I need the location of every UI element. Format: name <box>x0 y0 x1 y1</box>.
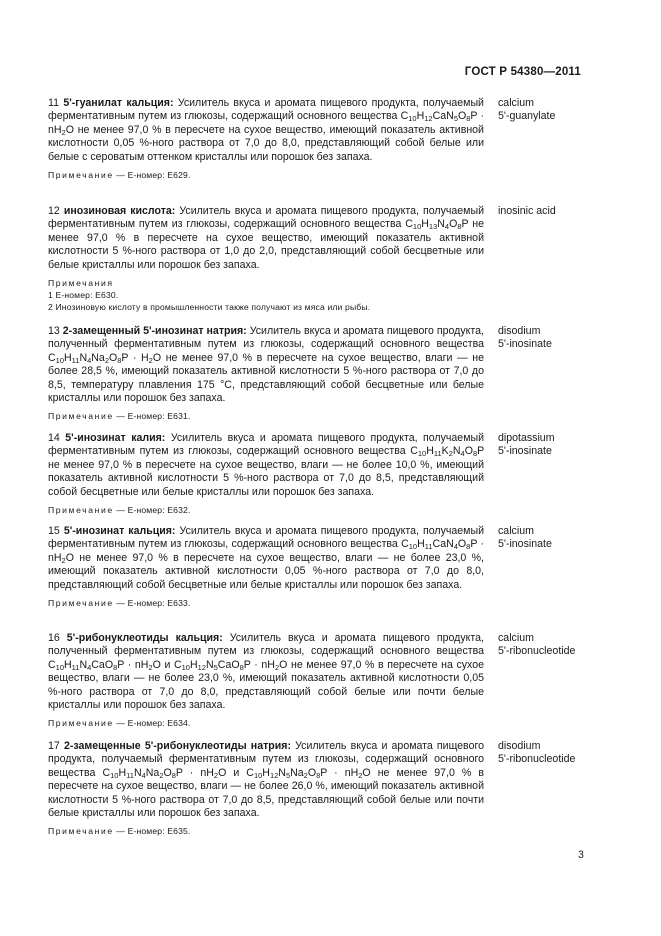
chemical-formula: $C_{10}H_{11}K_2N_4O_8P$ <box>410 445 485 459</box>
term-entry-14 <box>48 432 588 516</box>
chemical-formula: $C_{10}H_{11}N_4CaO_8P \cdot nH_2O$ и $C_{10}H_{12}N_5CaO_8P \cdot nH_2O$ <box>48 658 288 672</box>
note: Примечание — Е-номер: Е631. <box>48 411 191 422</box>
definition-text: 17 2-замещенные 5'-рибонуклеотиды натрия: Усилитель вкуса и аромата пищевого продукта, получаемый ферментативным путем из глюкозы, содержащий основного вещества $C_{10}H_{11}N_4Na_2O_8P \cdot nH_2O$ и $C_{10}H_{12}N_5Na_2O_8P \cdot nH_2O$ не менее 97,0 % в пересчете на сухое вещество, влаги — не более 26,0 %, имеющий показатель активной кислотности 5 %-ного раствора от 7,0 до 8,5, представляющий собой белые или почти белые кристаллы или порошок без запаха. <box>48 740 485 820</box>
english-term: calcium 5'-guanylate <box>498 97 556 123</box>
chemical-formula: $C_{10}H_{13}N_4O_8P$ <box>405 218 469 232</box>
english-term: inosinic acid <box>498 205 556 217</box>
entry-number: 13 <box>48 325 60 337</box>
note-item: 2 Инозиновую кислоту в промышленности также получают из мяса или рыбы. <box>48 302 371 313</box>
document-code: ГОСТ Р 54380—2011 <box>464 66 581 78</box>
term-entry-17 <box>48 740 588 837</box>
term-name: инозиновая кислота: <box>63 205 176 217</box>
term-name: 5'-инозинат калия: <box>65 432 166 444</box>
entry-number: 12 <box>48 205 60 217</box>
definition-text: 13 2-замещенный 5'-инозинат натрия: Усилитель вкуса и аромата пищевого продукта, полученный ферментативным путем из глюкозы, содержащий основного вещества $C_{10}H_{11}N_4Na_2O_8P \cdot H_2O$ не менее 97,0 % в пересчете на сухое вещество, влаги — не более 28,5 %, имеющий показатель активной кислотности 5 %-ного раствора от 7,0 до 8,5, температуру плавления 175 °С, представляющий собой бесцветные или белые кристаллы или порошок без запаха. <box>48 325 484 405</box>
term-entry-15 <box>48 525 588 609</box>
term-entry-13 <box>48 325 588 422</box>
english-term: calcium 5'-ribonucleotide <box>498 632 576 658</box>
english-term: disodium 5'-ribonucleotide <box>498 740 576 766</box>
english-term: calcium 5'-inosinate <box>498 525 552 551</box>
definition-text: 16 5'-рибонуклеотиды кальция: Усилитель вкуса и аромата пищевого продукта, полученный ферментативным путем из глюкозы, содержащий основного вещества $C_{10}H_{11}N_4CaO_8P \cdot nH_2O$ и $C_{10}H_{12}N_5CaO_8P \cdot nH_2O$ не менее 97,0 % в пересчете на сухое вещество, влаги — не более 23,0 %, имеющий показатель активной кислотности 0,05 %-ного раствора от 7,0 до 8,0, представляющий собой белые или почти белые кристаллы или порошок без запаха. <box>48 632 484 712</box>
term-name: 2-замещенные 5'-рибонуклеотиды натрия: <box>63 740 291 752</box>
entry-number: 11 <box>48 97 59 109</box>
term-entry-12 <box>48 205 588 313</box>
english-term: dipotassium 5'-inosinate <box>498 432 555 458</box>
note: Примечание — Е-номер: Е632. <box>48 505 191 516</box>
chemical-formula: $C_{10}H_{12}CaN_5O_8P \cdot nH_2O$ <box>48 110 484 137</box>
note: Примечание — Е-номер: Е634. <box>48 718 191 729</box>
term-name: 2-замещенный 5'-инозинат натрия: <box>62 325 247 337</box>
note: Примечание — Е-номер: Е629. <box>48 170 191 181</box>
definition-text: 14 5'-инозинат калия: Усилитель вкуса и аромата пищевого продукта, получаемый ферментативным путем из глюкозы, содержащий основного вещества $C_{10}H_{11}K_2N_4O_8P$ не менее 97,0 % в пересчете на сухое вещество, влаги — не более 10,0 %, имеющий показатель активной кислотности 5 %-ного раствора от 7,0 до 8,5, представляющий собой бесцветные или белые кристаллы или порошок без запаха. <box>48 432 485 498</box>
note: Примечание — Е-номер: Е635. <box>48 826 191 837</box>
chemical-formula: $C_{10}H_{11}N_4Na_2O_8P \cdot H_2O$ <box>48 351 162 365</box>
entry-number: 16 <box>48 632 60 644</box>
definition-text: 15 5'-инозинат кальция: Усилитель вкуса и аромата пищевого продукта, получаемый ферментативным путем из глюкозы, содержащий основного вещества $C_{10}H_{11}CaN_4O_8P \cdot nH_2O$ не менее 97,0 % в пересчете на сухое вещество, влаги — не более 23,0 %, имеющий показатель активной кислотности 0,05 %-ного раствора от 7,0 до 8,0, представляющий собой бесцветные или белые кристаллы или порошок без запаха. <box>48 525 484 591</box>
english-term: disodium 5'-inosinate <box>498 325 552 351</box>
term-entry-16 <box>48 632 588 729</box>
entry-number: 15 <box>48 525 60 537</box>
entry-number: 14 <box>48 432 60 444</box>
notes-title: Примечания <box>48 278 114 289</box>
chemical-formula: $C_{10}H_{11}CaN_4O_8P \cdot nH_2O$ <box>48 538 484 565</box>
term-name: 5'-рибонуклеотиды кальция: <box>66 632 223 644</box>
note-item: 1 Е-номер: Е630. <box>48 290 119 301</box>
entry-number: 17 <box>48 740 60 752</box>
notes <box>48 277 588 313</box>
definition-text: 12 инозиновая кислота: Усилитель вкуса и аромата пищевого продукта, получаемый ферментативным путем из глюкозы, содержащий основного вещества $C_{10}H_{13}N_4O_8P$ не менее 97,0 % в пересчете на сухое вещество, имеющий показатель активной кислотности 5 %-ного раствора от 1,0 до 2,0, представляющий собой бесцветные или белые кристаллы или порошок без запаха. <box>48 205 484 271</box>
term-entry-11 <box>48 97 588 181</box>
definition-text: 11 5'-гуанилат кальция: Усилитель вкуса и аромата пищевого продукта, получаемый ферментативным путем из глюкозы, содержащий основного вещества $C_{10}H_{12}CaN_5O_8P \cdot nH_2O$ не менее 97,0 % в пересчете на сухое вещество, имеющий показатель активной кислотности 0,05 %-ного раствора от 7,0 до 8,0, представляющий собой белые или белые с сероватым оттенком кристаллы или порошок без запаха. <box>48 97 484 163</box>
chemical-formula: $C_{10}H_{11}N_4Na_2O_8P \cdot nH_2O$ и $C_{10}H_{12}N_5Na_2O_8P \cdot nH_2O$ <box>102 766 371 780</box>
term-name: 5'-инозинат кальция: <box>63 525 176 537</box>
page-number: 3 <box>578 849 584 861</box>
term-name: 5'-гуанилат кальция: <box>63 97 174 109</box>
note: Примечание — Е-номер: Е633. <box>48 598 191 609</box>
